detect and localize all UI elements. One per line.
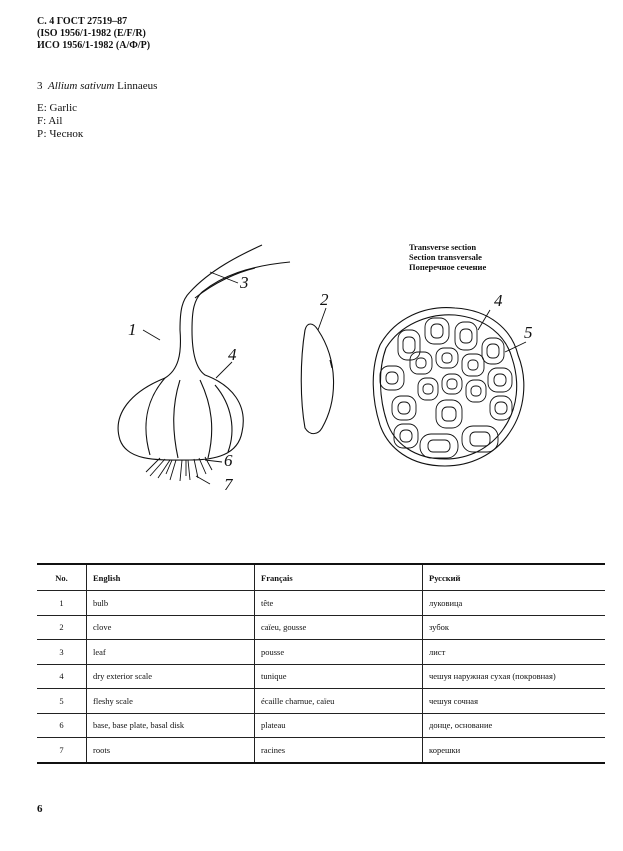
cell-english: base, base plate, basal disk [87,713,255,738]
cell-english: bulb [87,591,255,616]
cell-russian: зубок [423,615,606,640]
table-row [37,738,605,763]
cell-french: écaille charnue, caïeu [255,689,423,714]
cell-russian: луковица [423,591,606,616]
cell-english: clove [87,615,255,640]
cell-english: dry exterior scale [87,664,255,689]
clove-drawing [301,324,333,434]
cell-french: plateau [255,713,423,738]
cell-russian: донце, основание [423,713,606,738]
header-line-1: С. 4 ГОСТ 27519–87 [37,16,128,27]
figure-label-2: 2 [320,290,329,309]
cell-russian: чешуя сочная [423,689,606,714]
clove-line-3 [200,380,212,458]
table-row [37,664,605,689]
species-latin-name: Allium sativum [48,80,115,92]
section-title-en: Transverse section [409,242,477,252]
table-row [37,689,605,714]
cell-english: roots [87,738,255,763]
header-line-3: ИСО 1956/1-1982 (А/Ф/Р) [37,40,151,51]
figure-label-7: 7 [224,475,233,494]
header-russian: Русский [423,564,606,591]
table-row [37,615,605,640]
header-line-2: (ISO 1956/1-1982 (E/F/R) [37,28,146,39]
cell-russian: корешки [423,738,606,763]
figure-label-5: 5 [524,323,533,342]
cell-russian: чешуя наружная сухая (покровная) [423,664,606,689]
cell-french: tête [255,591,423,616]
roots [146,457,212,481]
species-author: Linnaeus [117,80,158,92]
table-row [37,591,605,616]
table-row [37,713,605,738]
bulb-outline [118,330,243,460]
cell-russian: лист [423,640,606,665]
figure-label-3: 3 [240,273,249,292]
figure-label-4-section: 4 [494,291,503,310]
name-english: E: Garlic [37,102,78,114]
page-number: 6 [37,803,43,815]
header-french: Français [255,564,423,591]
cell-no: 5 [37,689,87,714]
cell-no: 4 [37,664,87,689]
table-header-row [37,564,605,591]
section-title-ru: Поперечное сечение [409,262,487,272]
cell-no: 1 [37,591,87,616]
cell-french: tunique [255,664,423,689]
section-title-fr: Section transversale [409,252,482,262]
cell-english: fleshy scale [87,689,255,714]
leader-lines [143,272,526,484]
header-no: No. [37,564,87,591]
clove-line-1 [146,378,165,455]
figure-label-1: 1 [128,320,137,339]
name-russian: Р: Чеснок [37,128,84,140]
cell-no: 7 [37,738,87,763]
species-number: 3 [37,80,43,92]
stem [180,292,202,330]
figure-label-6: 6 [224,451,233,470]
cell-french: caïeu, gousse [255,615,423,640]
cell-no: 6 [37,713,87,738]
cell-no: 3 [37,640,87,665]
header-english: English [87,564,255,591]
terms-table [37,563,605,764]
cell-french: racines [255,738,423,763]
clove-line-4 [215,385,232,452]
cell-no: 2 [37,615,87,640]
figure-label-4: 4 [228,345,237,364]
clove-line-2 [174,380,180,458]
transverse-section [373,308,524,466]
table-row [37,640,605,665]
cell-english: leaf [87,640,255,665]
cell-french: pousse [255,640,423,665]
name-french: F: Ail [37,115,63,127]
